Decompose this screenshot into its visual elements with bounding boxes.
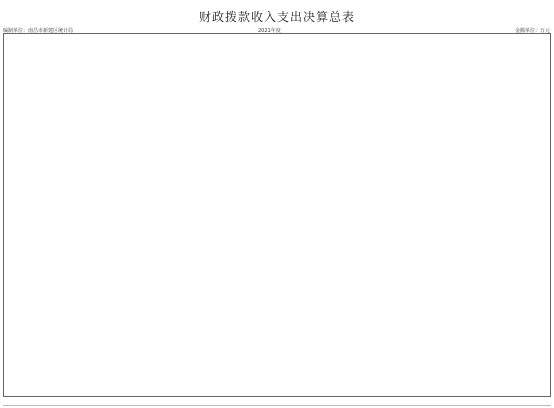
compiling-unit: 编制单位：南昌市新建区统计局 (3, 28, 74, 34)
table-frame (3, 33, 551, 397)
amount-unit: 金额单位：万元 (514, 28, 550, 34)
table-footnote (3, 399, 551, 406)
report-title: 财政拨款收入支出决算总表 (198, 10, 355, 24)
report-year: 2021年度 (258, 28, 281, 34)
